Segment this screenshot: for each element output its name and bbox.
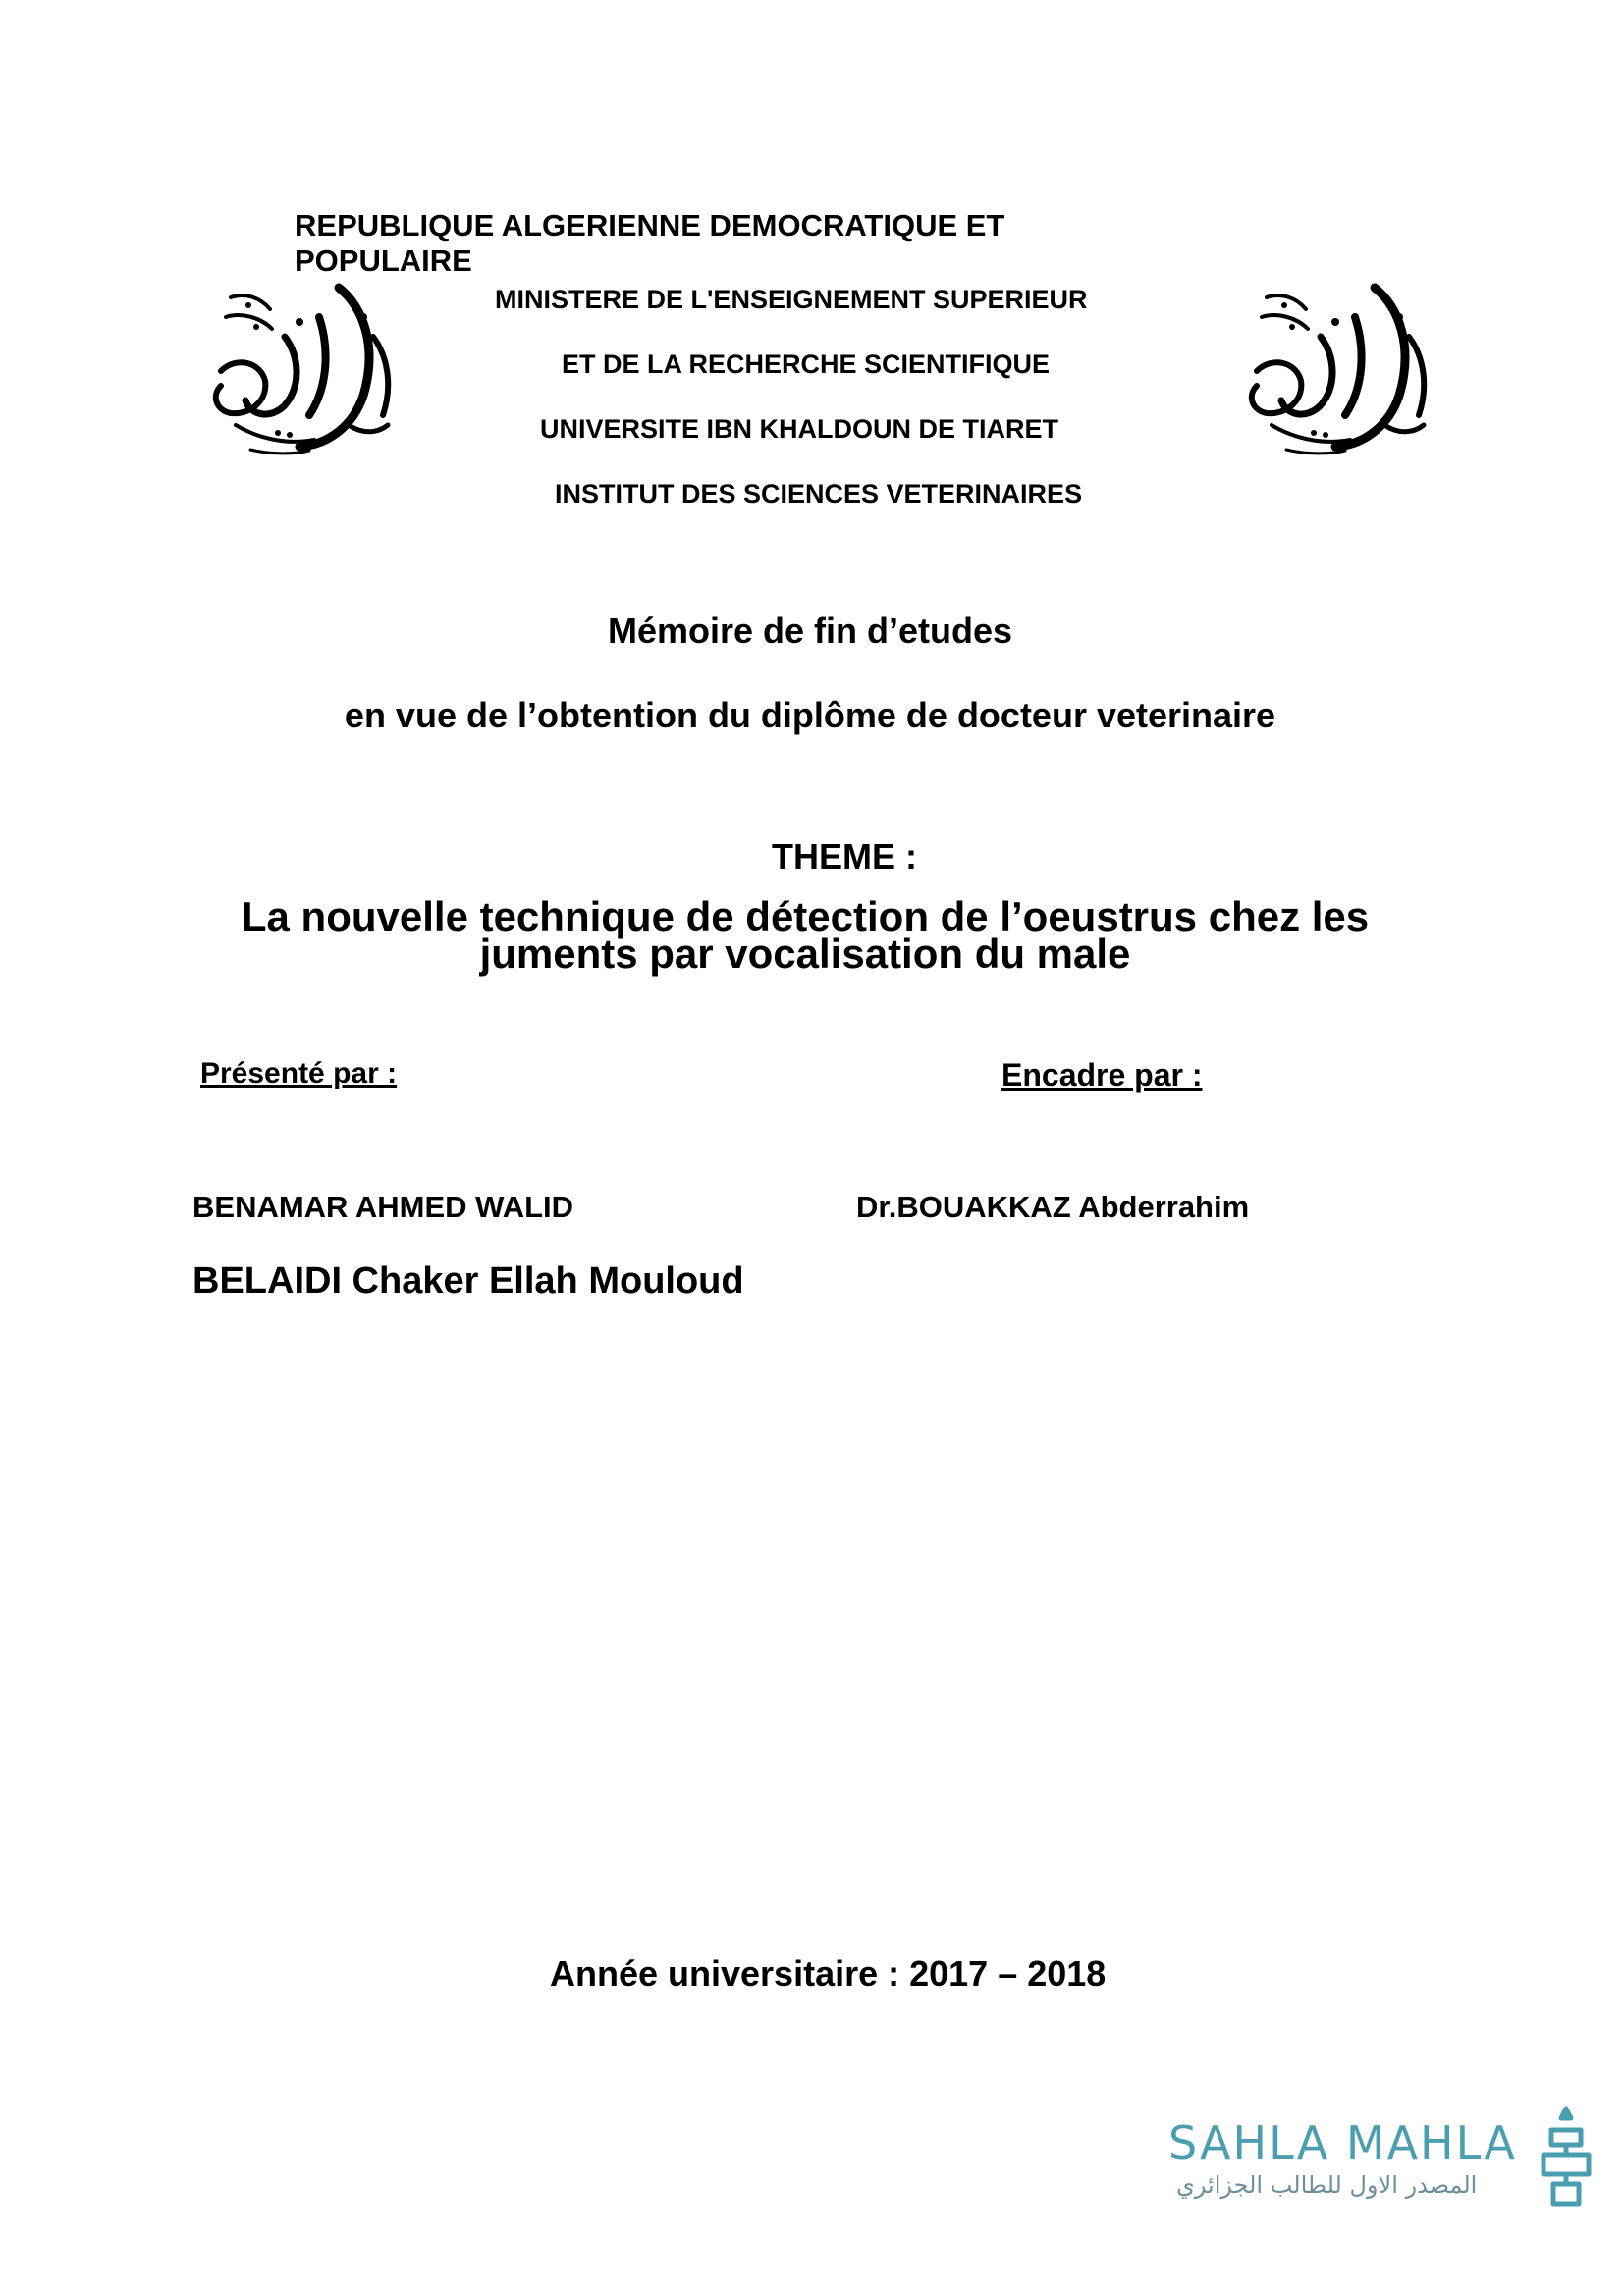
student-name: BENAMAR AHMED WALID xyxy=(192,1190,574,1224)
ministry-line-2: ET DE LA RECHERCHE SCIENTIFIQUE xyxy=(562,349,1051,379)
watermark-tagline: المصدر الاول للطالب الجزائري xyxy=(1176,2171,1478,2199)
presented-by-label: Présenté par : xyxy=(200,1057,398,1090)
thesis-purpose: en vue de l’obtention du diplôme de docteur veterinaire xyxy=(344,695,1276,735)
ministry-line-1: MINISTERE DE L'ENSEIGNEMENT SUPERIEUR xyxy=(495,285,1088,314)
university-logo-left-icon xyxy=(191,278,407,459)
student-name: BELAIDI Chaker Ellah Mouloud xyxy=(192,1260,744,1302)
thesis-title-line-1: La nouvelle technique de détection de l’oeustrus chez les xyxy=(241,893,1370,939)
sahla-mahla-watermark xyxy=(1168,2101,1600,2218)
thesis-title xyxy=(167,893,1443,977)
supervisor-name: Dr.BOUAKKAZ Abderrahim xyxy=(856,1190,1250,1224)
watermark-brand: SAHLA MAHLA xyxy=(1168,2116,1517,2169)
university-logo-right-icon xyxy=(1227,278,1443,459)
institute-name: INSTITUT DES SCIENCES VETERINAIRES xyxy=(555,479,1083,508)
watermark-emblem-icon xyxy=(1532,2101,1600,2216)
university-name: UNIVERSITE IBN KHALDOUN DE TIARET xyxy=(540,414,1059,444)
theme-label: THEME : xyxy=(772,836,917,877)
supervised-by-label: Encadre par : xyxy=(1001,1057,1203,1093)
thesis-type: Mémoire de fin d’etudes xyxy=(607,611,1013,651)
academic-year: Année universitaire : 2017 – 2018 xyxy=(550,1953,1107,1994)
republic-heading: REPUBLIQUE ALGERIENNE DEMOCRATIQUE ET POPULAIRE xyxy=(295,208,1005,278)
thesis-title-line-2: juments par vocalisation du male xyxy=(479,931,1131,977)
